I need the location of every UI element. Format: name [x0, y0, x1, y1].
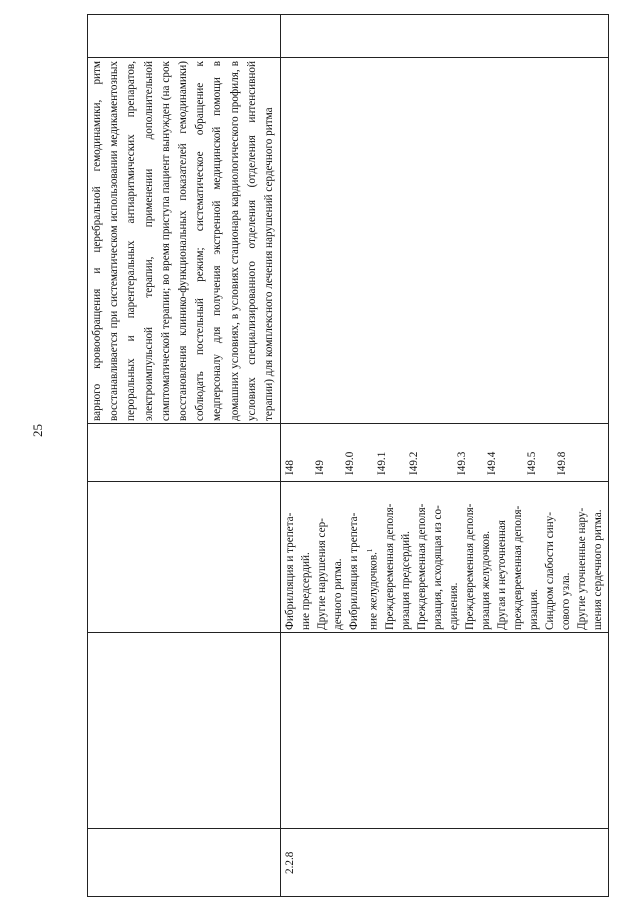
table-rule: [87, 828, 609, 829]
icd-code: I49.4: [486, 451, 498, 475]
footnote-mark: 1: [366, 548, 374, 553]
diagnosis-line: Другая и неуточненная: [495, 520, 508, 630]
treatment-text: варного кровообращения и церебральной гемодинамики, ритм восстанавливается при систематическом использовании медикаментозных пероральных и парентеральных антиаритмических препаратов, электроимпульсной терапии, применении дополнительной симптоматической терапии; во время приступа пациент вынужден (на срок восстановления клинико-функциональных показателей гемодинамики) соблюдать постельный режим; систематическое обращение к медперсоналу для получения экстренной медицинской помощи в домашних условиях, в условиях стационара кардиологического профиля, в условиях специализированного отделения (отделения интенсивной терапии) для комплексного лечения нарушений сердечного ритма: [91, 61, 276, 421]
diagnosis-line: ние предсердий.: [300, 552, 312, 630]
icd-code: I49.3: [456, 451, 468, 475]
icd-code: I49.2: [408, 451, 420, 475]
diagnosis-list: [282, 482, 604, 630]
diagnosis-line: дечного ритма.: [332, 558, 344, 630]
diagnosis-line: единения.: [447, 582, 460, 630]
code-column: [282, 423, 604, 478]
icd-code: I49.1: [376, 451, 388, 475]
diagnosis-line: ризация, исходящая из со-: [431, 505, 444, 630]
diagnosis-line: Другие уточненные нару-: [575, 507, 588, 630]
diagnosis-line: ние желудочков.$^1$: [366, 548, 380, 630]
section-number: 2.2.8: [284, 851, 296, 874]
icd-code: I49.8: [556, 451, 568, 475]
diagnosis-line: Другие нарушения сер-: [316, 518, 328, 630]
icd-code: I48: [284, 460, 296, 475]
diagnosis-line: Синдром слабости сину-: [543, 512, 556, 630]
diagnosis-line: Преждевременная деполя-: [383, 503, 396, 630]
page-number: 25: [30, 424, 45, 437]
table-rule: [87, 57, 609, 58]
diagnosis-line: шения сердечного ритма.: [591, 509, 604, 630]
diagnosis-line: ризация желудочков.: [479, 530, 492, 630]
diagnosis-line: ризация предсердий.: [399, 531, 412, 630]
table-rule: [280, 14, 281, 897]
diagnosis-line: Фибрилляция и трепета-: [348, 512, 360, 630]
diagnosis-line: Преждевременная деполя-: [415, 503, 428, 630]
diagnosis-line: Фибрилляция и трепета-: [284, 512, 296, 630]
icd-code: I49.0: [344, 451, 356, 475]
diagnosis-line: Преждевременная деполя-: [463, 503, 476, 630]
diagnosis-line: сового узла.: [559, 572, 572, 630]
icd-code: I49: [314, 460, 326, 475]
icd-code: I49.5: [526, 451, 538, 475]
diagnosis-line: ризация.: [527, 589, 540, 630]
table-rule: [87, 632, 609, 633]
diagnosis-line: преждевременная деполя-: [511, 505, 524, 630]
